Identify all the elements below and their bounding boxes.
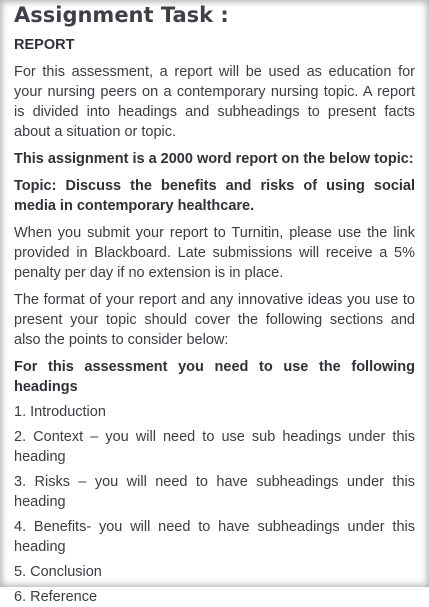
- report-label: REPORT: [14, 37, 75, 53]
- list-item: 1. Introduction: [14, 404, 106, 420]
- format-paragraph: The format of your report and any innovative ideas you use to present your topic should cover the following sections and also the points to consider below:: [14, 292, 415, 348]
- headings-intro: For this assessment you need to use the following headings: [14, 359, 415, 395]
- list-item: 6. Reference: [14, 589, 98, 605]
- submission-paragraph: When you submit your report to Turnitin, please use the link provided in Blackboard. Late submissions will receive a 5% penalty per day if no extension is in place.: [14, 225, 415, 281]
- document-title: Assignment Task :: [14, 3, 229, 27]
- list-item: 5. Conclusion: [14, 564, 102, 580]
- list-item: 2. Context – you will need to use sub headings under this heading: [14, 429, 415, 465]
- headings-list: [14, 402, 415, 607]
- list-item: 3. Risks – you will need to have subheadings under this heading: [14, 474, 415, 510]
- intro-paragraph: For this assessment, a report will be used as education for your nursing peers on a contemporary nursing topic. A report is divided into headings and subheadings to present facts about a situation or topic.: [14, 64, 415, 140]
- word-count-statement: This assignment is a 2000 word report on the below topic:: [14, 151, 414, 167]
- topic-statement: Topic: Discuss the benefits and risks of using social media in contemporary healthcare.: [14, 178, 415, 214]
- list-item: 4. Benefits- you will need to have subheadings under this heading: [14, 519, 415, 555]
